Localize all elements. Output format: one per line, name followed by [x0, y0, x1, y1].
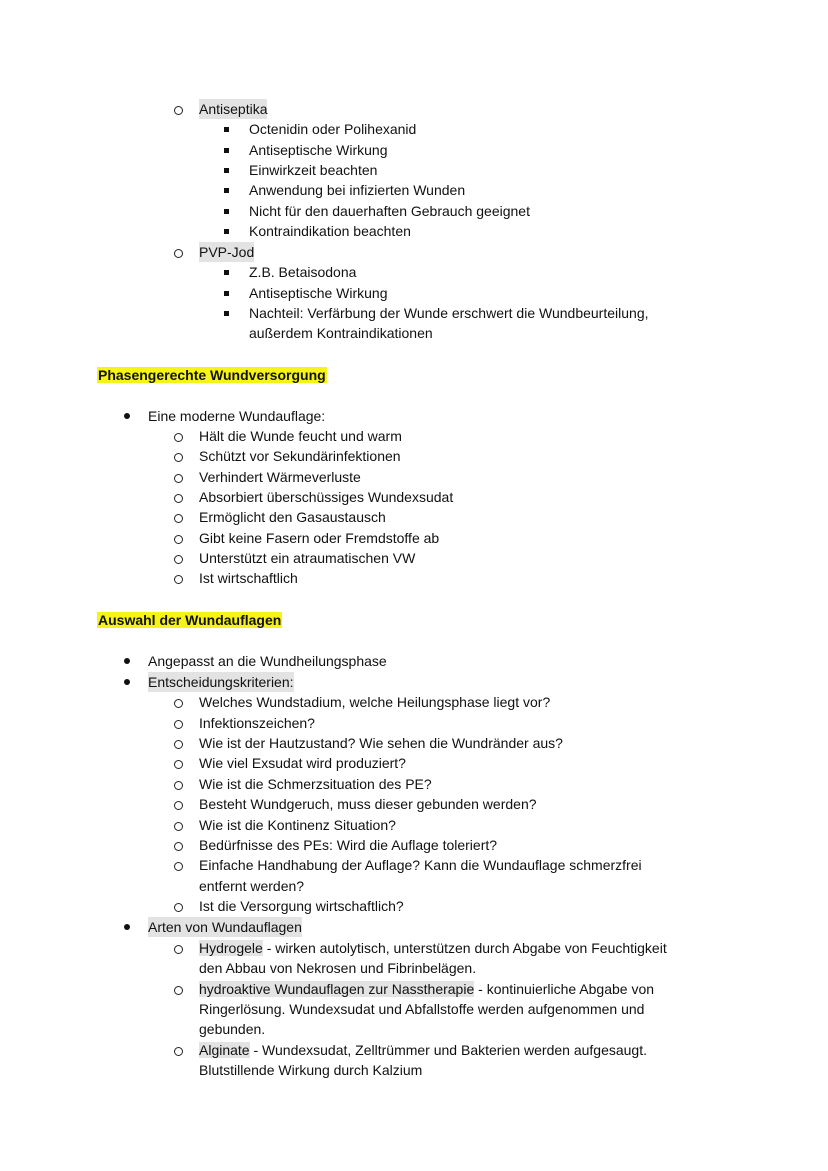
list-item-text: Einwirkzeit beachten: [249, 162, 378, 178]
list-item-text: Besteht Wundgeruch, muss dieser gebunden werden?: [199, 796, 537, 812]
list-item-text: Wie ist der Hautzustand? Wie sehen die Wundränder aus?: [199, 735, 563, 751]
list-item-text: Verhindert Wärmeverluste: [199, 469, 361, 485]
list-item-text: Entscheidungskriterien:: [148, 674, 294, 690]
list-item-text: Angepasst an die Wundheilungsphase: [148, 653, 387, 669]
list-item-text: außerdem Kontraindikationen: [249, 325, 433, 341]
list-item-text: Antiseptische Wirkung: [249, 142, 388, 158]
list-item-text: Octenidin oder Polihexanid: [249, 121, 417, 137]
section-heading-auswahl: [97, 610, 282, 630]
list-item-text: Nicht für den dauerhaften Gebrauch geeignet: [249, 203, 530, 219]
description: - kontinuierliche Abgabe von: [474, 981, 655, 997]
list-item-text: Schützt vor Sekundärinfektionen: [199, 448, 401, 464]
list-item-text: Infektionszeichen?: [199, 715, 315, 731]
list-item-text: Wie viel Exsudat wird produziert?: [199, 755, 406, 771]
list-item-text: entfernt werden?: [199, 878, 305, 894]
list-item-text: Ermöglicht den Gasaustausch: [199, 509, 386, 525]
description: - Wundexsudat, Zelltrümmer und Bakterien werden aufgesaugt.: [249, 1042, 647, 1058]
list-item-text: Kontraindikation beachten: [249, 223, 411, 239]
list-item-text: Ist die Versorgung wirtschaftlich?: [199, 898, 404, 914]
list-item-text: Anwendung bei infizierten Wunden: [249, 182, 466, 198]
list-item-text: Z.B. Betaisodona: [249, 264, 357, 280]
section-heading-phasen: [97, 365, 327, 385]
list-item-text: Welches Wundstadium, welche Heilungsphase liegt vor?: [199, 694, 551, 710]
list-item-text: Ist wirtschaftlich: [199, 570, 298, 586]
term-hydroaktiv: hydroaktive Wundauflagen zur Nasstherapie: [199, 981, 475, 997]
list-item-text: [199, 938, 667, 958]
list-item-text: [199, 979, 654, 999]
list-item-text: Eine moderne Wundauflage:: [148, 408, 326, 424]
list-item-text: Wie ist die Schmerzsituation des PE?: [199, 776, 432, 792]
pvp-title: PVP-Jod: [199, 244, 255, 260]
list-item-text: Blutstillende Wirkung durch Kalzium: [199, 1062, 423, 1078]
list-item-text: den Abbau von Nekrosen und Fibrinbelägen.: [199, 960, 477, 976]
term-hydrogele: Hydrogele: [199, 940, 263, 956]
list-item-text: gebunden.: [199, 1021, 266, 1037]
list-item-text: Unterstützt ein atraumatischen VW: [199, 550, 416, 566]
list-item-text: Gibt keine Fasern oder Fremdstoffe ab: [199, 530, 440, 546]
list-item-text: Einfache Handhabung der Auflage? Kann die Wundauflage schmerzfrei: [199, 857, 642, 873]
heading-text: Phasengerechte Wundversorgung: [98, 367, 326, 383]
list-item-text: Ringerlösung. Wundexsudat und Abfallstoffe werden aufgenommen und: [199, 1001, 645, 1017]
antiseptika-title: Antiseptika: [199, 101, 268, 117]
list-item-text: Wie ist die Kontinenz Situation?: [199, 817, 396, 833]
list-item-text: Bedürfnisse des PEs: Wird die Auflage toleriert?: [199, 837, 498, 853]
list-item-text: Nachteil: Verfärbung der Wunde erschwert die Wundbeurteilung,: [249, 305, 649, 321]
list-item-text: Antiseptische Wirkung: [249, 285, 388, 301]
list-item-text: Arten von Wundauflagen: [148, 919, 302, 935]
list-item-text: Absorbiert überschüssiges Wundexsudat: [199, 489, 454, 505]
term-alginate: Alginate: [199, 1042, 250, 1058]
list-item-text: [199, 1040, 647, 1060]
list-item-text: Hält die Wunde feucht und warm: [199, 428, 402, 444]
heading-text: Auswahl der Wundauflagen: [98, 612, 282, 628]
description: - wirken autolytisch, unterstützen durch Abgabe von Feuchtigkeit: [262, 940, 667, 956]
